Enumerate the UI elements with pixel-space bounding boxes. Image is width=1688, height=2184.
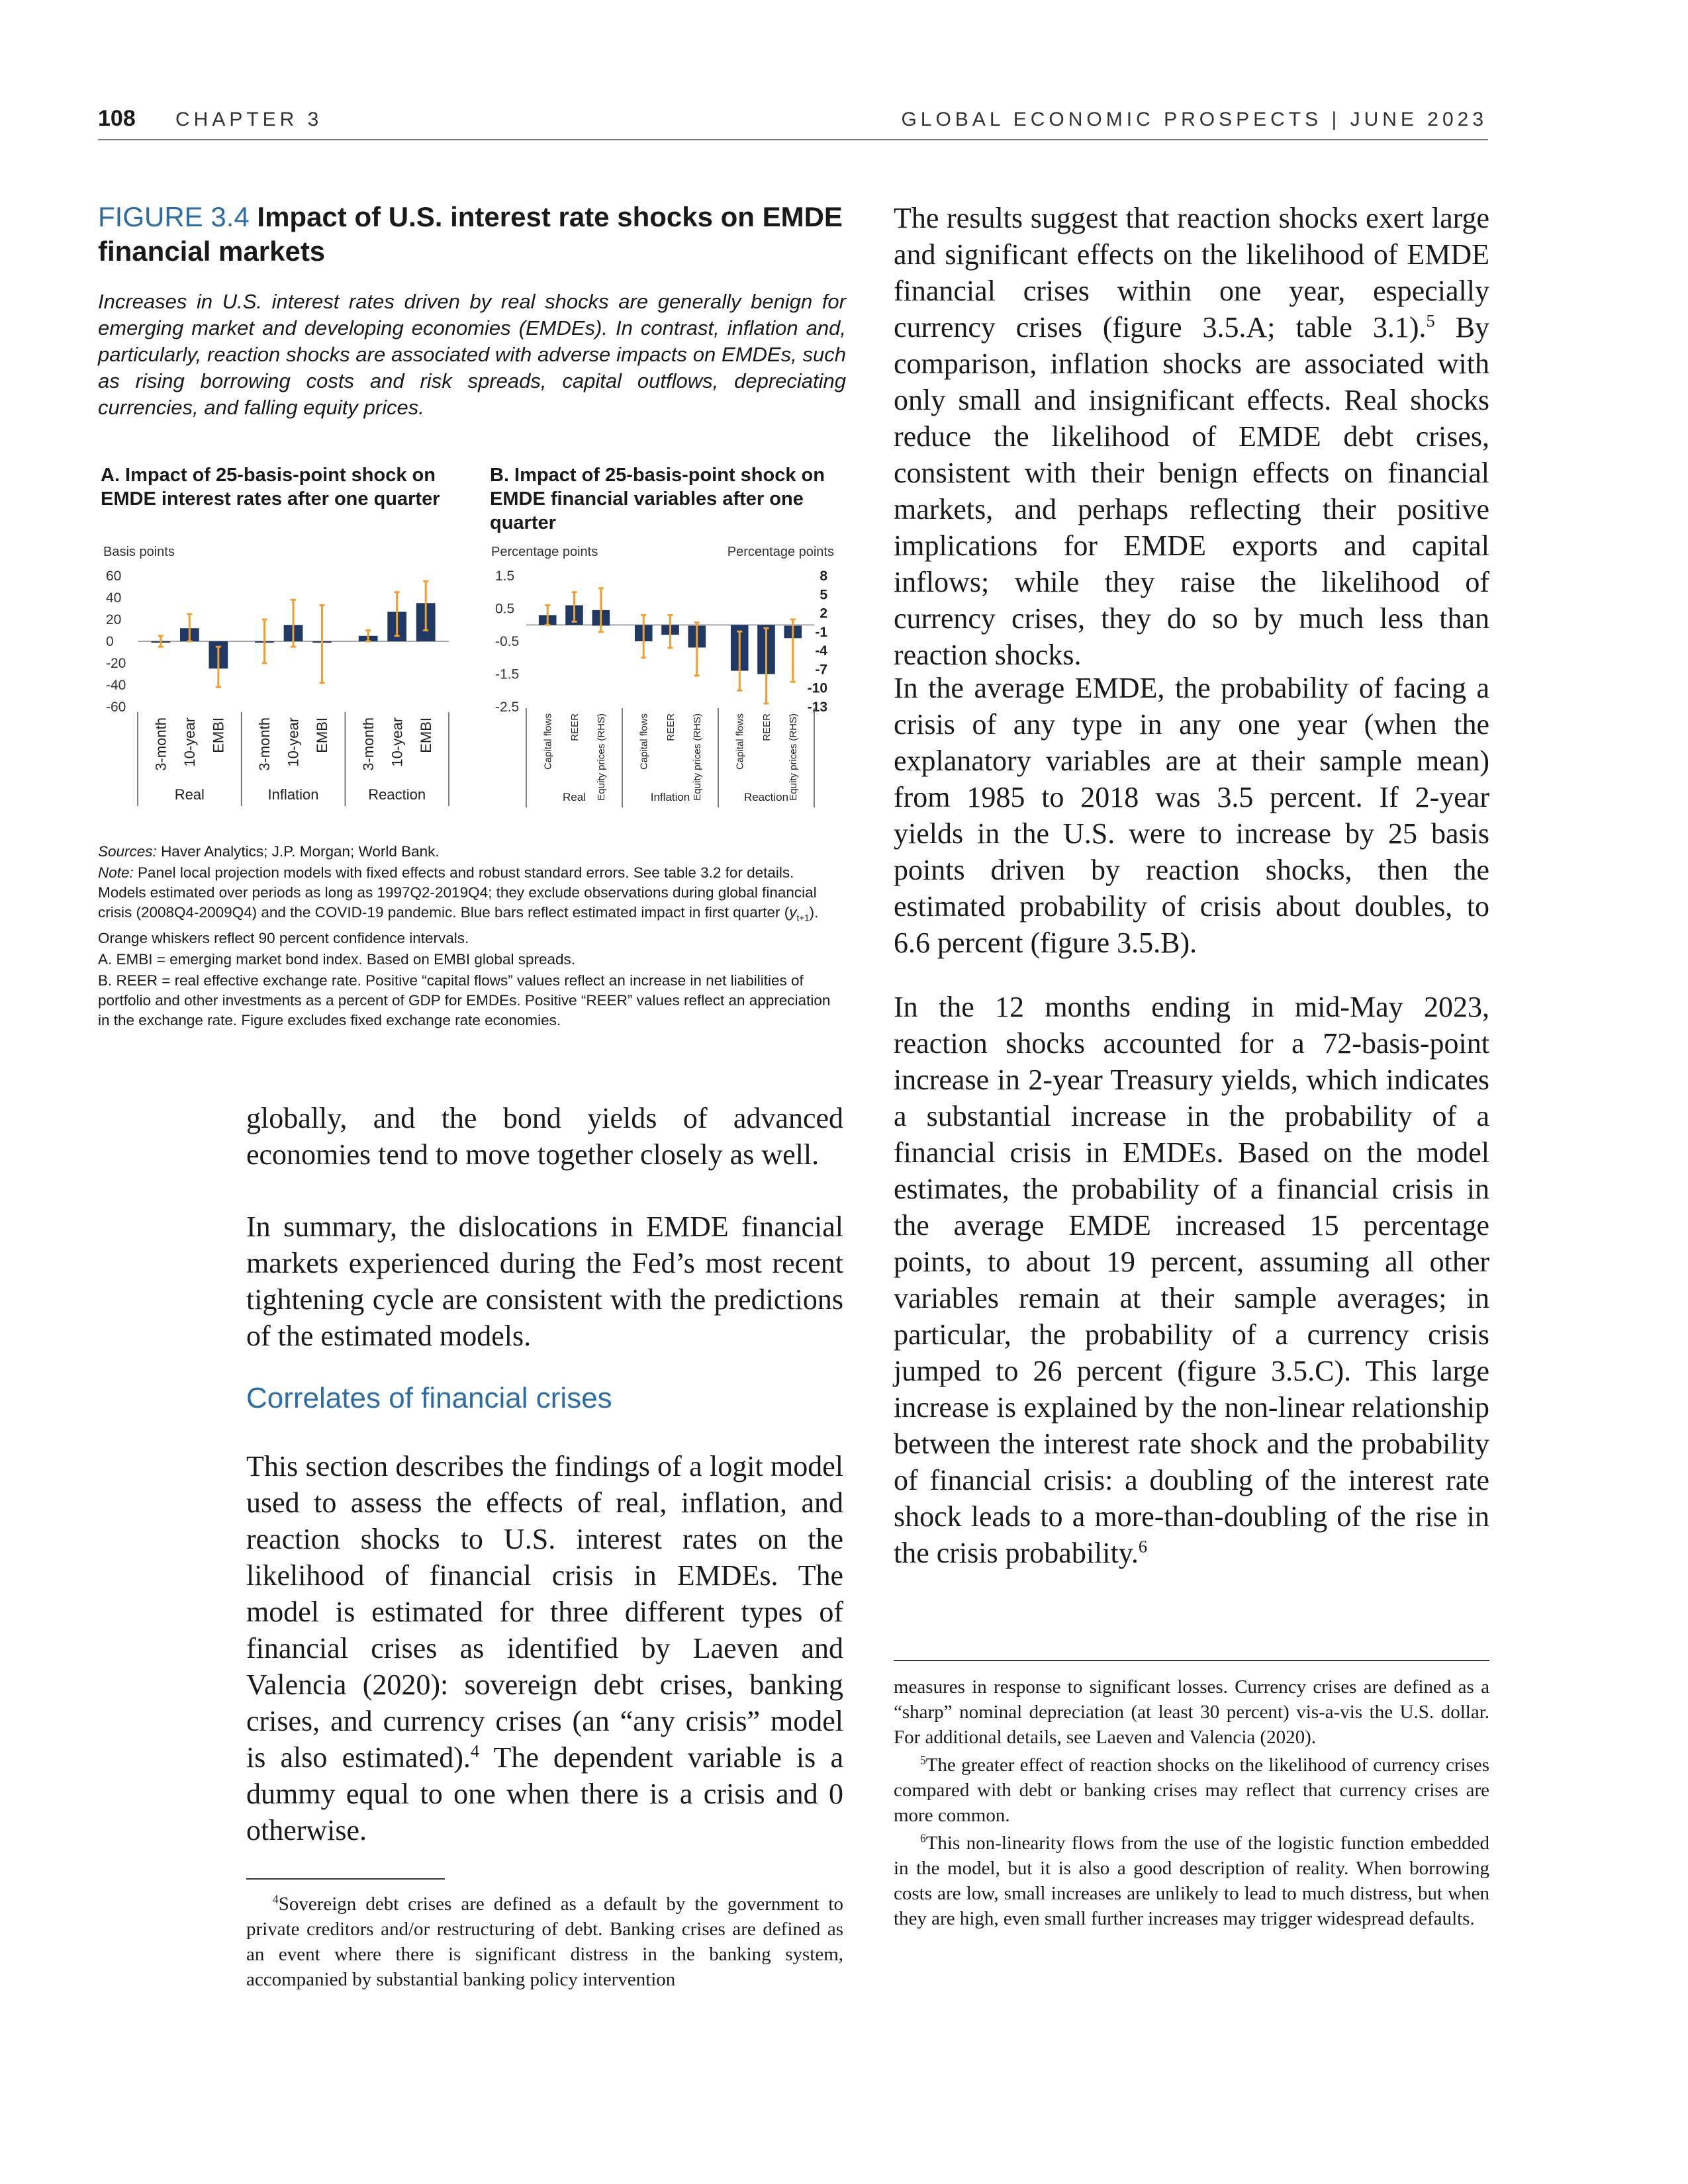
footnote-ref-5: 5 [1426, 310, 1435, 331]
sources-label: Sources: [98, 843, 157, 860]
footnote-6-text: This non-linearity flows from the use of the logistic function embedded in the model, but it is also a good description of reality. When borrowing costs are low, small increases are unlikely to lead to much distress, but when they are high, even small further increases may trigger widespread defaults. [894, 1833, 1489, 1929]
footnote-5 [894, 1752, 1489, 1828]
y-axis-label: Basis points [103, 545, 175, 559]
left-p3-text: This section describes the findings of a logit model used to assess the effects of real, inflation, and reaction shocks to U.S. interest rates on the likelihood of financial crisis in EMDEs. The model is estimated for three different types of financial crises as identified by Laeven and Valencia (2020): sovereign debt crises, banking crises, and currency crises (an “any crisis” model is also estimated). [246, 1450, 843, 1774]
footnote-ref-4: 4 [470, 1741, 480, 1761]
y-tick-label: -2.5 [495, 700, 520, 715]
y-tick-label: -40 [106, 678, 126, 693]
category-label: REER [761, 713, 773, 741]
category-label: REER [569, 713, 581, 741]
footnote-rule-right [894, 1660, 1489, 1661]
footnote-ref-6: 6 [1138, 1536, 1148, 1557]
footnote-6 [894, 1831, 1489, 1931]
note-symbol: y [789, 904, 797, 921]
category-label: Equity prices (RHS) [692, 713, 704, 801]
note-a: A. EMBI = emerging market bond index. Based on EMBI global spreads. [98, 950, 576, 968]
footnotes-right [894, 1674, 1489, 1934]
category-label: EMBI [417, 717, 434, 753]
left-p3-tail: The dependent variable is a dummy equal to one when there is a crisis and 0 otherwise. [246, 1741, 843, 1846]
group-label: Real [563, 791, 586, 803]
y-tick-label-right: -4 [815, 643, 827, 659]
category-label: Equity prices (RHS) [596, 713, 608, 801]
category-label: Capital flows [542, 713, 554, 770]
panel-a-title: A. Impact of 25-basis-point shock on EMDE interest rates after one quarter [101, 465, 440, 510]
category-label: 10-year [389, 717, 406, 767]
y-tick-label: -0.5 [495, 634, 520, 649]
y-tick-label-right: 5 [820, 587, 827, 603]
y-tick-label: 1.5 [495, 569, 515, 584]
figure-title [98, 200, 846, 269]
group-label: Reaction [368, 786, 426, 803]
y-tick-label-right: -10 [807, 680, 827, 696]
note-text-2: ). Orange whiskers reflect 90 percent confidence intervals. [98, 904, 819, 946]
group-label: Inflation [267, 786, 319, 803]
figure-title-text: Impact of U.S. interest rate shocks on EMDE financial markets [98, 201, 843, 267]
panel-b-chart [483, 529, 854, 834]
y-tick-label: 0 [106, 634, 114, 649]
category-label: Equity prices (RHS) [788, 713, 800, 801]
footnote-4 [246, 1891, 843, 1992]
note-label: Note: [98, 864, 134, 881]
footnote-5-number: 5 [920, 1753, 926, 1767]
category-label: 3-month [152, 717, 169, 771]
footnote-6-number: 6 [920, 1831, 926, 1845]
header-rule [98, 139, 1488, 140]
category-label: 10-year [181, 717, 199, 767]
note-subscript: t+1 [796, 913, 810, 923]
category-label: EMBI [314, 717, 331, 753]
page-number: 108 [98, 106, 136, 131]
y-tick-label: -20 [106, 656, 126, 671]
footnote-4-number: 4 [273, 1892, 279, 1906]
figure-label: FIGURE 3.4 [98, 201, 250, 232]
category-label: 3-month [256, 717, 273, 771]
group-label: Reaction [743, 791, 789, 803]
right-paragraph-3 [894, 989, 1489, 1571]
category-label: EMBI [210, 717, 227, 753]
y-tick-label: -60 [106, 700, 126, 715]
y-axis-label: Percentage points [491, 545, 598, 559]
group-label: Inflation [650, 791, 690, 803]
category-label: REER [665, 713, 677, 741]
note-b: B. REER = real effective exchange rate. Positive “capital flows” values reflect an increase in net liabilities of portfolio and other investments as a percent of GDP for EMDEs. Positive “REER” values reflect an appreciation in the exchange rate. Figure excludes fixed exchange rate economies. [98, 972, 831, 1028]
right-p3-text: In the 12 months ending in mid-May 2023, reaction shocks accounted for a 72-basis-point increase in 2-year Treasury yields, which indicates a substantial increase in the probability of a financial crisis in EMDEs. Based on the model estimates, the probability of a financial crisis in the average EMDE increased 15 percentage points, to about 19 percent, assuming all other variables remain at their sample averages; in particular, the probability of a currency crisis jumped to 26 percent (figure 3.5.C). This large increase is explained by the non-linear relationship between the interest rate shock and the probability of financial crisis: a doubling of the interest rate shock leads to a more-than-doubling of the rise in the crisis probability. [894, 991, 1489, 1569]
y-tick-label: 60 [106, 569, 122, 584]
left-paragraph-1: globally, and the bond yields of advanced economies tend to move together closely as well. [246, 1102, 843, 1171]
y-tick-label-right: -1 [815, 624, 827, 640]
right-p1-tail: By comparison, inflation shocks are associated with only small and insignificant effects. Real shocks reduce the likelihood of EMDE debt crises, consistent with their benign effects on financial markets, and perhaps reflecting their positive implications for EMDE exports and capital inflows; while they raise the likelihood of currency crises, they do so by much less than reaction shocks. [894, 311, 1489, 671]
sources-text: Haver Analytics; J.P. Morgan; World Bank. [161, 843, 440, 860]
section-heading: Correlates of financial crises [246, 1382, 612, 1414]
y-axis-label-right: Percentage points [727, 545, 834, 559]
footnote-continued: measures in response to significant losses. Currency crises are defined as a “sharp” nominal depreciation (at least 30 percent) vis-a-vis the U.S. dollar. For additional details, see Laeven and Valencia (2020). [894, 1676, 1489, 1748]
y-tick-label-right: -7 [815, 662, 827, 678]
category-label: Capital flows [734, 713, 746, 770]
group-label: Real [174, 786, 205, 803]
chapter-label: CHAPTER 3 [175, 109, 323, 130]
left-paragraph-3 [246, 1448, 843, 1848]
y-tick-label-right: 2 [820, 606, 827, 621]
right-paragraph-2: In the average EMDE, the probability of facing a crisis of any type in any one year (when the explanatory variables are at their sample mean) from 1985 to 2018 was 3.5 percent. If 2-year yields in the U.S. were to increase by 25 basis points driven by reaction shocks, then the estimated probability of crisis about doubles, to 6.6 percent (figure 3.5.B). [894, 672, 1489, 959]
figure-notes [98, 842, 846, 1032]
y-tick-label: 20 [106, 612, 122, 627]
y-tick-label: 40 [106, 590, 122, 606]
left-paragraph-2: In summary, the dislocations in EMDE financial markets experienced during the Fed’s most recent tightening cycle are consistent with the predictions of the estimated models. [246, 1210, 843, 1352]
right-paragraph-1 [894, 200, 1489, 673]
category-label: Capital flows [638, 713, 650, 770]
figure-description: Increases in U.S. interest rates driven by real shocks are generally benign for emerging market and developing economies (EMDEs). In contrast, inflation and, particularly, reaction shocks are associated with adverse impacts on EMDEs, such as rising borrowing costs and risk spreads, capital outflows, depreciating currencies, and falling equity prices. [98, 290, 846, 419]
publication-title: GLOBAL ECONOMIC PROSPECTS | JUNE 2023 [901, 109, 1487, 130]
note-text: Panel local projection models with fixed effects and robust standard errors. See table 3.2 for details. Models estimated over periods as long as 1997Q2-2019Q4; they exclude observations during global financial crisis (2008Q4-2009Q4) and the COVID-19 pandemic. Blue bars reflect estimated impact in first quarter ( [98, 864, 817, 921]
y-tick-label: -1.5 [495, 666, 520, 682]
right-p1-text: The results suggest that reaction shocks exert large and significant effects on the likelihood of EMDE financial crises within one year, especially currency crises (figure 3.5.A; table 3.1). [894, 202, 1489, 343]
footnote-rule-left [246, 1878, 445, 1880]
y-tick-label-right: 8 [820, 569, 827, 584]
category-label: 10-year [285, 717, 302, 767]
footnote-4-text: Sovereign debt crises are defined as a default by the government to private creditors and/or restructuring of debt. Banking crises are defined as an event where there is significant distress in the banking system, accompanied by substantial banking policy intervention [246, 1893, 843, 1990]
category-label: 3-month [359, 717, 377, 771]
y-tick-label: 0.5 [495, 601, 515, 617]
panel-b-title: B. Impact of 25-basis-point shock on EMDE financial variables after one quarter [490, 465, 825, 533]
panel-a-chart [98, 529, 455, 834]
footnote-5-text: The greater effect of reaction shocks on the likelihood of currency crises compared with debt or banking crises may reflect that currency crises are more common. [894, 1754, 1489, 1826]
y-tick-label-right: -13 [807, 700, 827, 715]
